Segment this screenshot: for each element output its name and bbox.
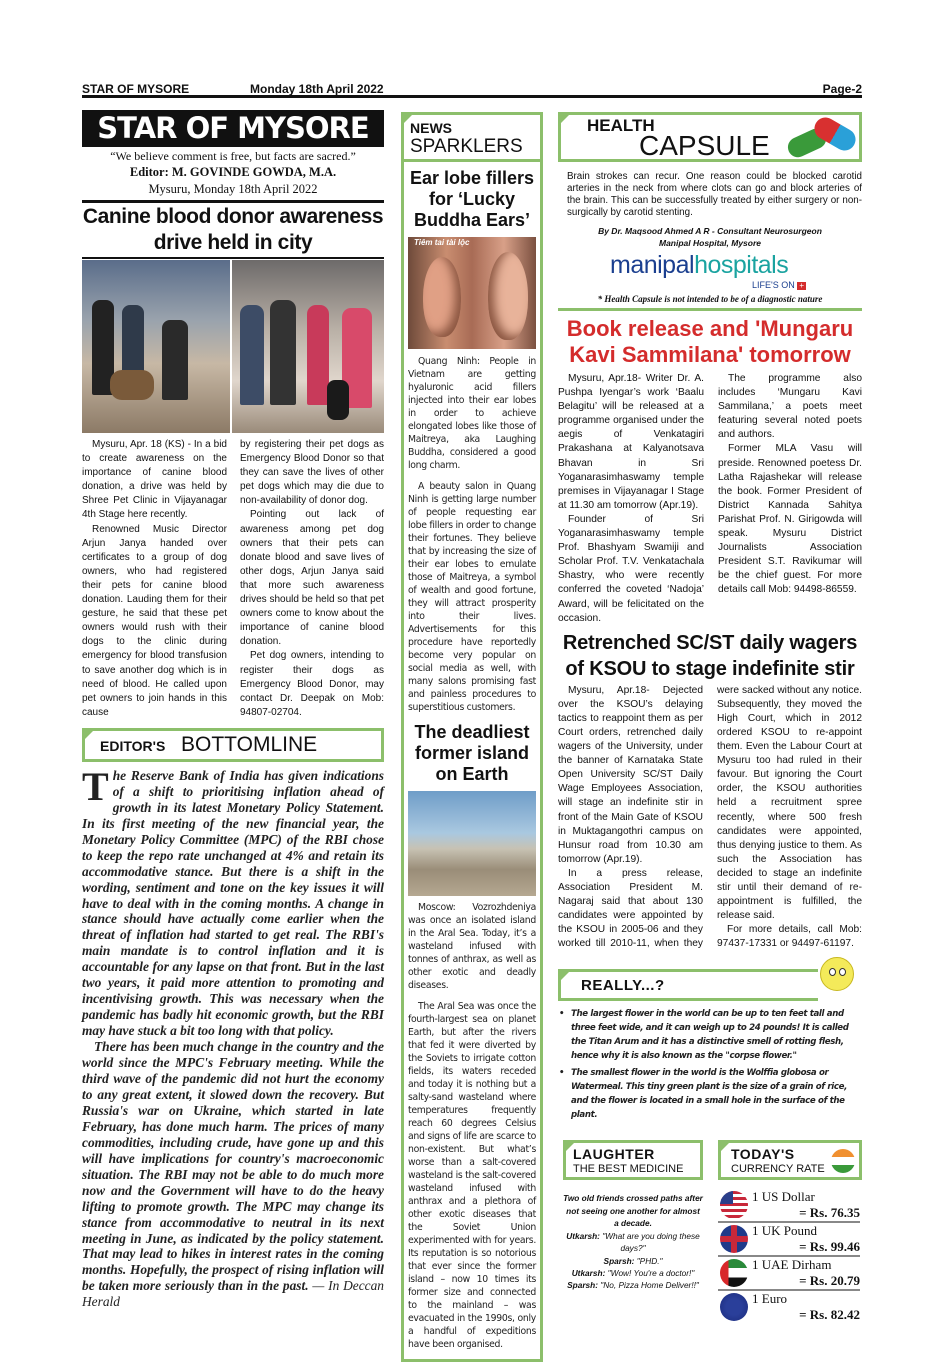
speech: "PHD." (634, 1255, 663, 1266)
currency-row (718, 1223, 860, 1257)
currency-section (718, 1140, 862, 1325)
really-header (558, 969, 818, 1001)
canine-col-1 (82, 438, 227, 720)
section-label: LAUGHTER (573, 1146, 655, 1163)
health-text: Brain strokes can recur. One reason could be blocked carotid arteries in the neck from where clots can go and block arteries of the brain. This can be successfully treated by either surgery or non-surgically by carotid stenting. (567, 171, 862, 218)
joke-line: Two old friends crossed paths after not seeing one another for almost a decade. (563, 1193, 703, 1229)
paragraph: Pet dog owners, intending to register their dogs as Emergency Blood Donor, may contact Dr. Deepak on Mob: 94807-02704. (240, 650, 384, 718)
issue-date: Monday 18th April 2022 (250, 82, 384, 96)
divider (82, 200, 384, 203)
divider (82, 257, 384, 259)
paragraph: Quang Ninh: People in Vietnam are getting hyaluronic acid fillers injected into their ear lobes in order to achieve elongated lobes like those of Maitreya, aka Laughing Buddha, considered a good long charm. (408, 356, 536, 471)
currency-value: = Rs. 82.42 (799, 1307, 860, 1323)
currency-value: = Rs. 76.35 (799, 1205, 860, 1221)
corner-tab (558, 969, 572, 983)
paragraph: Founder of Sri Yoganarasimhaswamy temple Prof. Bhashyam Swamiji and Scholar Prof. T.V. Venkatachala Shastry, who were recently conferred the coveted ‘Nadoja’ Award, will be felicitated on the occasion. (558, 513, 704, 624)
paragraph: The programme also includes ‘Mungaru Kavi Sammilana,’ a poets meet featuring several noted poets and authors. (718, 373, 862, 441)
canine-col-2 (240, 438, 384, 720)
island-text (408, 901, 536, 1351)
editor-line: Editor: M. GOVINDE GOWDA, M.A. (129, 165, 337, 179)
paragraph: Mysuru, Apr. 18 (KS) - In a bid to create awareness on the importance of canine blood donation, a drive was held by Shree Pet Clinic in Vijayanagar 4th Stage here recently. (82, 439, 227, 521)
section-label: CURRENCY RATE (731, 1163, 825, 1176)
logo-text: LIFE'S ON (752, 280, 795, 290)
drop-cap: T (82, 763, 109, 809)
currency-name: 1 US Dollar (752, 1189, 815, 1205)
book-col-1 (558, 372, 704, 626)
headline-line: drive held in city (153, 231, 313, 254)
speaker: Sparsh: (603, 1255, 635, 1266)
really-list (559, 1007, 862, 1122)
fact-text: The smallest flower in the world is the Wolffia globosa or Watermeal. This tiny green plant is the size of a grain of rice, and the flower is located in a small hole in the surface of the plant. (571, 1068, 847, 1121)
corner-tab (82, 728, 96, 742)
speaker: Utkarsh: (566, 1230, 600, 1241)
section-label: EDITOR'S (100, 737, 166, 754)
paragraph: Moscow: Vozrozhdeniya was once an isolated island in the Aral Sea. Today, it’s a wasteland infused with tonnes of anthrax, as well as other exotic and deadly diseases. (408, 902, 536, 991)
fact-text: The largest flower in the world can be up to ten feet tall and three feet wide, and it can weigh up to 24 pounds! It is called the Titan Arum and it has a distinctive smell of rotting flesh, hence why it is also known as the "corpse flower." (571, 1009, 849, 1062)
section-label: HEALTH (587, 116, 655, 135)
paragraph: he Reserve Bank of India has given indications of a shift to prioritising inflation ahead of growth in its latest Monetary Policy Statement. In its first meeting of the new financial year, the Monetary Policy Committee (MPC) of the RBI chose to keep the repo rate unchanged at 4% and retain its accommodative stance. But there is a shift in the wording, sentiment and tone on the key issues it will have to deal with in the coming months. A change in stance should have actually come earlier when the threat of inflation had started to get real. The RBI's main mandate is to control inflation and it is accountable for any lapse on that front. But in the last two years, it paid more attention to promoting and incentivising growth. This was necessary when the pandemic has badly hit economic growth, but the RBI may have stuck a bit too long with that policy. (82, 767, 384, 1039)
paragraph: by registering their pet dogs as Emergency Blood Donor so that they can save the lives of other pet dogs which may die due to non-availability of donor dog. (240, 439, 384, 507)
headline-line: Kavi Sammilana' tomorrow (569, 342, 851, 367)
page-number: Page-2 (822, 82, 862, 96)
headline-line: Canine blood donor awareness (82, 205, 384, 228)
logo-text: manipal (610, 251, 695, 279)
laughter-header (563, 1140, 703, 1180)
section-label: SPARKLERS (410, 136, 523, 157)
eu-flag-icon (720, 1293, 748, 1321)
byline: By Dr. Maqsood Ahmed A R - Consultant Neurosurgeon (598, 226, 822, 236)
health-disclaimer: * Health Capsule is not intended to be of a diagnostic nature (597, 294, 823, 304)
divider (558, 308, 862, 311)
india-flag-icon (831, 1149, 855, 1173)
book-headline (558, 316, 862, 368)
headline-line: Retrenched SC/ST daily wagers (562, 631, 858, 654)
ear-lobe-headline: Ear lobe fillers for ‘Lucky Buddha Ears’ (409, 168, 535, 230)
currency-value: = Rs. 99.46 (799, 1239, 860, 1255)
currency-row (718, 1291, 860, 1325)
currency-name: 1 UAE Dirham (752, 1257, 832, 1273)
paragraph: Pointing out lack of awareness among pet dog owners that their pets can donate blood and save lives of other dogs, Arjun Janya said that more such awareness drives should be held so that pet owners come to know about the importance of canine blood donation. (240, 509, 384, 648)
ear-lobe-text (408, 355, 536, 714)
left-column (82, 110, 384, 1310)
joke (563, 1192, 703, 1291)
book-col-2 (718, 372, 862, 626)
health-capsule-header (558, 112, 862, 162)
section-label: BOTTOMLINE (181, 732, 318, 756)
paragraph: Former MLA Vasu will preside. Renowned poetess Dr. Latha Rajashekar will release the book. Former President of District Kannada Sahitya Parishat Prof. N. Girigowda will speak. Mysuru District Journalists Association President S.T. Ravikumar will be the chief guest. For more details call Mob: 94498-86559. (718, 443, 862, 596)
logo-tagline (558, 280, 862, 291)
currency-value: = Rs. 20.79 (799, 1273, 860, 1289)
source-credit: — In Deccan Herald (82, 1278, 384, 1310)
joke-line (563, 1230, 703, 1255)
currency-row (718, 1189, 860, 1223)
photo-certificate (232, 260, 384, 433)
page-header (82, 82, 862, 98)
image-caption: Tiêm tai tài lộc (414, 238, 470, 247)
sparklers-header (404, 115, 540, 162)
paragraph: The Aral Sea was once the fourth-largest sea on planet Earth, but after the rivers that fed it were diverted by the Soviets to irrigate cotton fields, its waters receded and today it is nothing but a salty-sand wasteland where temperatures frequently reach 60 degrees Celsius and signs of life are scarce to non-existent. But what’s worse than a salt-covered wasteland is the salt-covered wasteland infused with anthrax and a plethora of other exotic diseases that the Soviet Union experimented with for years. Its reputation is so notorious that ever since the former island – now 10 times its former size and connected to the mainland – was evacuated in the 1990s, only a handful of expeditions have been organised. (408, 1001, 536, 1350)
bottom-boxes (558, 1140, 862, 1325)
section-label: TODAY'S (731, 1146, 795, 1163)
paragraph: In a press release, Association President M. Nagaraj said that about 130 candidates were appointed by the KSOU in 2005-06 and they worked till 2010-11, when they were sacked without any notice. Subsequently, they moved the High Court, which in 2012 ordered KSOU to re-appoint them. Even the Labour Court at Mysuru too had ruled in their favour. But ignoring the Court order, the KSOU authorities held a recruitment spree recently, where 500 fresh candidates were appointed, thus denying justice to them. As such the Association has decided to stage an indefinite stir until their demand of re-appointment is fulfilled, the release said. (558, 684, 862, 950)
canine-headline (82, 204, 384, 256)
news-sparklers-box (401, 112, 543, 1362)
island-headline: The deadliest former island on Earth (414, 722, 530, 784)
joke-line (563, 1255, 703, 1267)
book-body (558, 372, 862, 626)
plus-icon: + (797, 282, 806, 290)
speaker: Utkarsh: (571, 1267, 606, 1278)
joke-line (563, 1279, 703, 1291)
section-label: THE BEST MEDICINE (573, 1163, 684, 1176)
paper-name: STAR OF MYSORE (82, 82, 190, 96)
corner-tab (558, 112, 572, 126)
joke-line (563, 1267, 703, 1279)
editorial-text (82, 763, 384, 1310)
ksou-headline (558, 630, 862, 682)
section-label: CAPSULE (639, 130, 770, 161)
corner-tab (718, 1140, 732, 1154)
byline: Manipal Hospital, Mysore (658, 238, 762, 248)
laughter-section (558, 1140, 703, 1325)
list-item: • The largest flower in the world can be up to ten feet tall and three feet wide, and it can weigh up to 24 pounds! It is called the Titan Arum and it has a distinctive smell of rotting flesh, hence why it is also known as the "corpse flower." (559, 1009, 849, 1062)
manipal-logo (558, 251, 862, 280)
speech: "No, Pizza Home Deliver!!" (598, 1280, 699, 1291)
lightbulb-icon (820, 957, 854, 991)
section-label: REALLY...? (581, 977, 665, 995)
photo-row (82, 260, 384, 433)
uk-flag-icon (720, 1225, 748, 1253)
currency-name: 1 Euro (752, 1291, 788, 1307)
usa-flag-icon (720, 1191, 748, 1219)
photo-dog-owners (82, 260, 230, 433)
currency-row (718, 1257, 860, 1291)
paragraph: Mysuru, Apr.18- Dejected over the KSOU’s delaying tactics to reappoint them as per Court orders, retrenched daily wagers of the University, under the banner of Karnataka State Open University SC/ST Daily Wage Employees Association, will stage an indefinite stir in front of the Main Gate of KSOU in Muktagangothri campus on Hunsur road from 10.30 am tomorrow (Apr.19). (558, 684, 703, 865)
paragraph: Mysuru, Apr.18- Writer Dr. A. Pushpa Iyengar’s work ‘Baalu Belagitu’ will be released at a programme organised under the aegis of Venkatagiri Prakashana at Kalyanotsava Bhavan in Sri Yoganarasimhaswamy temple premises in Vijayanagar I Stage at 11.30 am tomorrow (Apr.19). (558, 373, 704, 511)
currency-name: 1 UK Pound (752, 1223, 818, 1239)
list-item: • The smallest flower in the world is the Wolffia globosa or Watermeal. This tiny green plant is the size of a grain of rice, and the flower is located in a small hole in the surface of the plant. (559, 1068, 847, 1121)
canine-body (82, 438, 384, 720)
currency-list (718, 1189, 862, 1325)
paragraph: A beauty salon in Quang Ninh is getting large number of people requesting ear lobe fillers in order to change their fortunes. They believe that by increasing the size of their ear lobes to emulate those of Maitreya, a symbol of wealth and good fortune, they will attract prosperity into their lives. Advertisements for this procedure have reportedly become very popular on social media as well, with many salons promising fast and painless procedures to superstitious customers. (408, 481, 536, 713)
right-column (558, 112, 862, 1325)
masthead-logo: STAR OF MYSORE (82, 110, 384, 147)
speaker: Sparsh: (567, 1280, 598, 1291)
uae-flag-icon (720, 1259, 748, 1287)
tagline: “We believe comment is free, but facts are sacred.” (110, 149, 356, 163)
speech: "Wow! You're a doctor!" (605, 1267, 695, 1278)
paragraph: There has been much change in the country and the world since the MPC's February meeting. While the third wave of the pandemic did not hurt the economy to any great extent, it slowed down the recovery. But Russia's war on Ukraine, which started in late February, has done much harm. The prices of many commodities, including crude, have gone up and this will have implications for country's macroeconomic situation. The RBI may not be able to do much more now and the Government will have to do the heavy lifting to promote growth. The MPC may change its stance from accommodative to neutral in its next meeting in June, as indicated by the policy statement. That may lead to hikes in interest rates in the coming months. Hopefully, the prospect of rising inflation will be taken more seriously than in the past. (82, 1039, 384, 1294)
headline-line: of KSOU to stage indefinite stir (565, 657, 855, 680)
currency-header (718, 1140, 862, 1180)
paragraph: For more details, call Mob: 97437-17331 or 94497-61197. (717, 924, 862, 950)
speech: "What are you doing these days?" (599, 1230, 700, 1254)
really-header-wrap (558, 969, 862, 1001)
ear-photo (408, 237, 536, 349)
logo-text: hospitals (694, 251, 789, 279)
ksou-body (558, 684, 862, 952)
editorial-header (82, 728, 384, 762)
section-label: NEWS (410, 120, 452, 136)
sparklers-content (404, 162, 540, 1359)
island-photo (408, 791, 536, 896)
headline-line: Book release and 'Mungaru (566, 316, 854, 341)
paragraph: Renowned Music Director Arjun Janya handed over certificates to a group of dog owners, who had registered their pets for canine blood donation. Lauding them for their gesture, he said that these pet owners would rush with their dogs to the clinic during emergency for blood transfusion to save another dog which is in need of blood. He called upon pet owners to join hands in this cause (82, 523, 227, 718)
health-byline (558, 225, 862, 249)
dateline: Mysuru, Monday 18th April 2022 (148, 182, 318, 196)
